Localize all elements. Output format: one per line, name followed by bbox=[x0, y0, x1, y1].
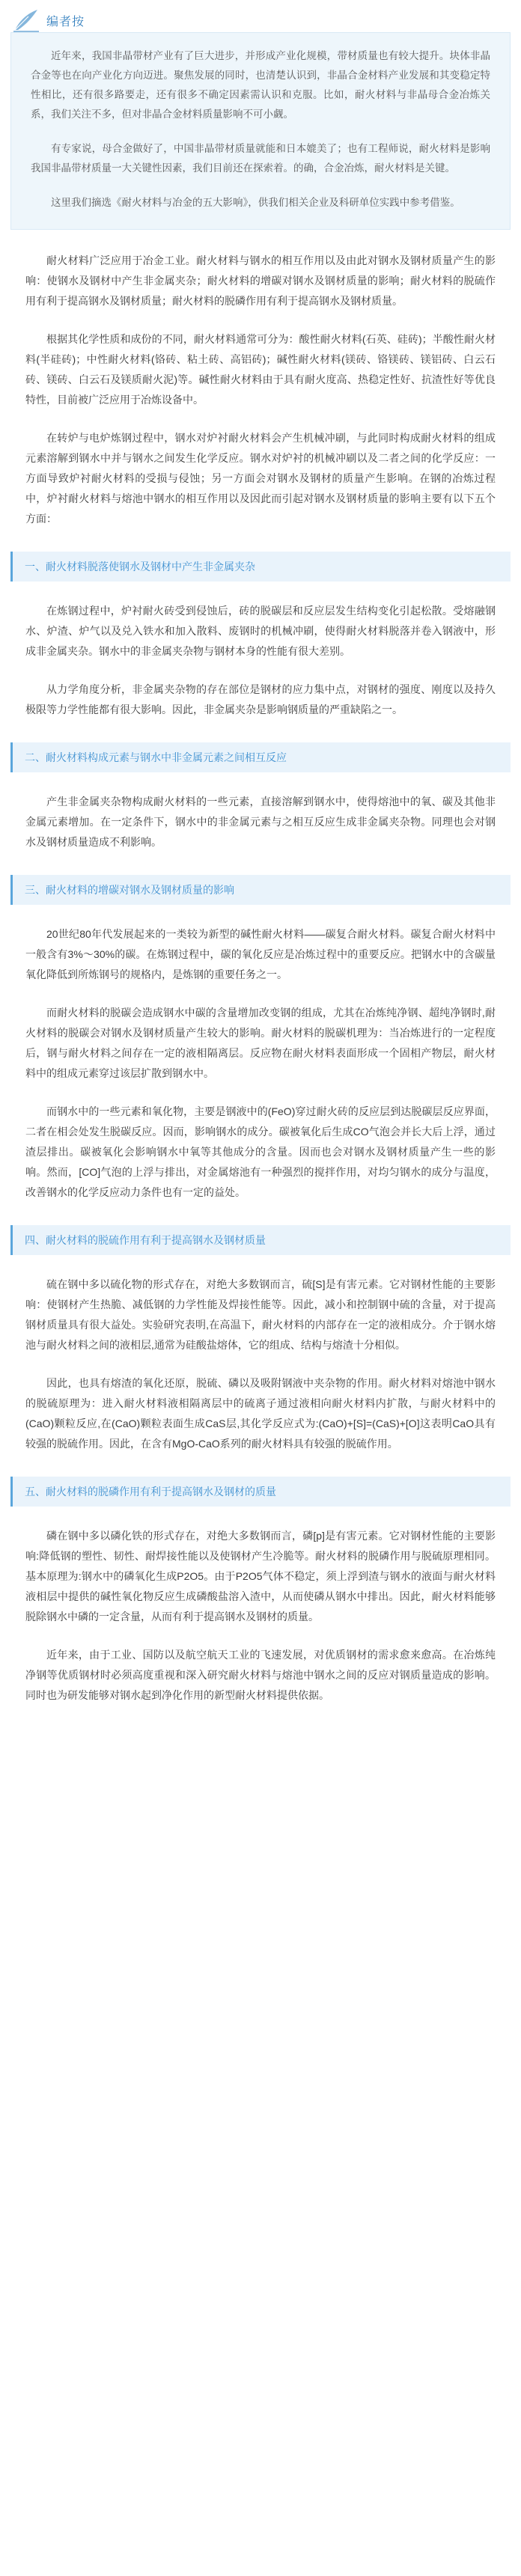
editor-note-title: 编者按 bbox=[46, 16, 85, 28]
section-paragraph: 硫在钢中多以硫化物的形式存在，对绝大多数钢而言，硫[S]是有害元素。它对钢材性能的主要影响：使钢材产生热脆、减低钢的力学性能及焊接性能等。因此，减小和控制钢中硫的含量，对于提高钢材质量具有很大益处。实验研究表明,在高温下，耐火材料的内部存在一定的液相成分。介于钢水熔池与耐火材料之间的液相层,通常为硅酸盐熔体，它的组成、结构与熔渣十分相似。 bbox=[25, 1278, 496, 1351]
editor-note-paragraph: 有专家说，母合金做好了，中国非晶带材质量就能和日本媲美了；也有工程师说，耐火材料是影响我国非晶带材质量一大关键性因素，我们目前还在探索着。的确，合金冶炼，耐火材料是关键。 bbox=[31, 143, 490, 174]
editor-note-body bbox=[10, 32, 511, 230]
section-paragraph: 磷在钢中多以磷化铁的形式存在，对绝大多数钢而言，磷[p]是有害元素。它对钢材性能的主要影响:降低钢的塑性、韧性、耐焊接性能以及使钢材产生冷脆等。耐火材料的脱磷作用与脱硫原理相同。基本原理为:钢水中的磷氧化生成P2O5。由于P2O5气体不稳定，须上浮到渣与钢水的液面与耐火材料液相层中提供的碱性氧化物反应生成磷酸盐溶入渣中，从而使磷从钢水中排出。因此，耐火材料能够脱除钢水中磷的一定含量，从而有利于提高钢水及钢材的质量。 bbox=[25, 1530, 496, 1623]
intro-paragraph: 耐火材料广泛应用于冶金工业。耐火材料与钢水的相互作用以及由此对钢水及钢材质量产生的影响：使钢水及钢材中产生非金属夹杂；耐火材料的增碳对钢水及钢材质量的影响；耐火材料的脱硫作用有利于提高钢水及钢材质量；耐火材料的脱磷作用有利于提高钢水及钢材质量。 bbox=[25, 254, 496, 307]
editor-note bbox=[0, 0, 521, 230]
section-heading: 二、耐火材料构成元素与钢水中非金属元素之间相互反应 bbox=[10, 742, 511, 772]
editor-note-header bbox=[10, 4, 511, 33]
section-heading: 一、耐火材料脱落使钢水及钢材中产生非金属夹杂 bbox=[10, 552, 511, 582]
intro-paragraph: 根据其化学性质和成份的不同，耐火材料通常可分为：酸性耐火材料(石英、硅砖)；半酸性耐火材料(半硅砖)；中性耐火材料(铬砖、粘土砖、高铝砖)；碱性耐火材料(镁砖、铬镁砖、镁铝砖、白云石砖、镁砖、白云石及镁质耐火泥)等。碱性耐火材料由于具有耐火度高、热稳定性好、抗渣性好等优良特性，目前被广泛应用于冶炼设备中。 bbox=[25, 333, 496, 406]
editor-note-paragraph: 这里我们摘选《耐火材料与冶金的五大影响》，供我们相关企业及科研单位实践中参考借鉴。 bbox=[51, 197, 460, 208]
intro-paragraph: 在转炉与电炉炼钢过程中，钢水对炉衬耐火材料会产生机械冲刷，与此同时构成耐火材料的组成元素溶解到钢水中并与钢水之间发生化学反应。钢水对炉衬的机械冲刷以及二者之间的化学反应：一方面导致炉衬耐火材料的受损与侵蚀；另一方面会对钢水及钢材的质量产生影响。在钢的冶炼过程中，炉衬耐火材料与熔池中钢水的相互作用以及因此而引起对钢水及钢材质量的影响主要有以下五个方面： bbox=[25, 432, 496, 525]
quill-pen-icon bbox=[12, 7, 40, 33]
section-paragraph: 在炼钢过程中，炉衬耐火砖受到侵蚀后，砖的脱碳层和反应层发生结构变化引起松散。受熔融钢水、炉渣、炉气以及兑入铁水和加入散料、废钢时的机械冲刷，使得耐火材料脱落并卷入钢液中，形成非金属夹杂。钢水中的非金属夹杂物与钢材本身的性能有很大差别。 bbox=[25, 605, 496, 657]
section-paragraph: 因此，也具有熔渣的氧化还原，脱硫、磷以及吸附钢液中夹杂物的作用。耐火材料对熔池中钢水的脱硫原理为：进入耐火材料液相隔离层中的硫离子通过液相向耐火材料内扩散，与耐火材料中的(CaO)颗粒反应,在(CaO)颗粒表面生成CaS层,其化学反应式为:(CaO)+[S]=(CaS)+[O]这表明CaO具有较强的脱硫作用。因此，在含有MgO-CaO系列的耐火材料具有较强的脱硫作用。 bbox=[25, 1377, 496, 1450]
section-heading: 三、耐火材料的增碳对钢水及钢材质量的影响 bbox=[10, 875, 511, 905]
section-paragraph: 而耐火材料的脱碳会造成钢水中碳的含量增加改变钢的组成，尤其在冶炼纯净钢、超纯净钢时,耐火材料的脱碳会对钢水及钢材质量产生较大的影响。耐火材料的脱碳机理为：当冶炼进行的一定程度后，钢与耐火材料之间存在一定的液相隔离层。反应物在耐火材料表面形成一个固相产物层，耐火材料中的组成元素穿过该层扩散到钢水中。 bbox=[25, 1007, 496, 1079]
section-paragraph: 而钢水中的一些元素和氧化物，主要是钢液中的(FeO)穿过耐火砖的反应层到达脱碳层反应界面，二者在相会处发生脱碳反应。因而，影响钢水的成分。碳被氧化后生成CO气泡会并长大后上浮，通过渣层排出。碳被氧化会影响钢水中氧等其他成分的含量。因而也会对钢水及钢材质量产生一些的影响。然而，[CO]气泡的上浮与排出，对金属熔池有一种强烈的搅拌作用，对均匀钢水的成分与温度，改善钢水的化学反应动力条件也有一定的益处。 bbox=[25, 1105, 496, 1198]
section-paragraph: 近年来，由于工业、国防以及航空航天工业的飞速发展，对优质钢材的需求愈来愈高。在冶炼纯净钢等优质钢材时必须高度重视和深入研究耐火材料与熔池中钢水之间的反应对钢质量造成的影响。同时也为研发能够对钢水起到净化作用的新型耐火材料提供依据。 bbox=[25, 1649, 496, 1701]
article-body bbox=[0, 230, 521, 1706]
section-paragraph: 产生非金属夹杂物构成耐火材料的一些元素，直接溶解到钢水中，使得熔池中的氧、碳及其他非金属元素增加。在一定条件下，钢水中的非金属元素与之相互反应生成非金属夹杂物。同理也会对钢水及钢材质量造成不利影响。 bbox=[25, 796, 496, 848]
section-heading: 五、耐火材料的脱磷作用有利于提高钢水及钢材的质量 bbox=[10, 1477, 511, 1507]
section-paragraph: 从力学角度分析，非金属夹杂物的存在部位是钢材的应力集中点，对钢材的强度、刚度以及持久极限等力学性能都有很大影响。因此，非金属夹杂是影响钢质量的严重缺陷之一。 bbox=[25, 683, 496, 715]
editor-note-paragraph: 近年来，我国非晶带材产业有了巨大进步，并形成产业化规模，带材质量也有较大提升。块体非晶合金等也在向产业化方向迈进。聚焦发展的同时，也清楚认识到，非晶合金材料产业发展和其变稳定特性相比，还有很多路要走，还有很多不确定因素需认识和克服。比如，耐火材料与非晶母合金冶炼关系，我们关注不多，但对非晶合金材料质量影响不可小觑。 bbox=[31, 50, 490, 120]
section-paragraph: 20世纪80年代发展起来的一类较为新型的碱性耐火材料——碳复合耐火材料。碳复合耐火材料中一般含有3%～30%的碳。在炼钢过程中，碳的氧化反应是冶炼过程中的重要反应。把钢水中的含碳量氧化降低到所炼钢号的规格内，是炼钢的重要任务之一。 bbox=[25, 928, 496, 980]
section-heading: 四、耐火材料的脱硫作用有利于提高钢水及钢材质量 bbox=[10, 1225, 511, 1255]
